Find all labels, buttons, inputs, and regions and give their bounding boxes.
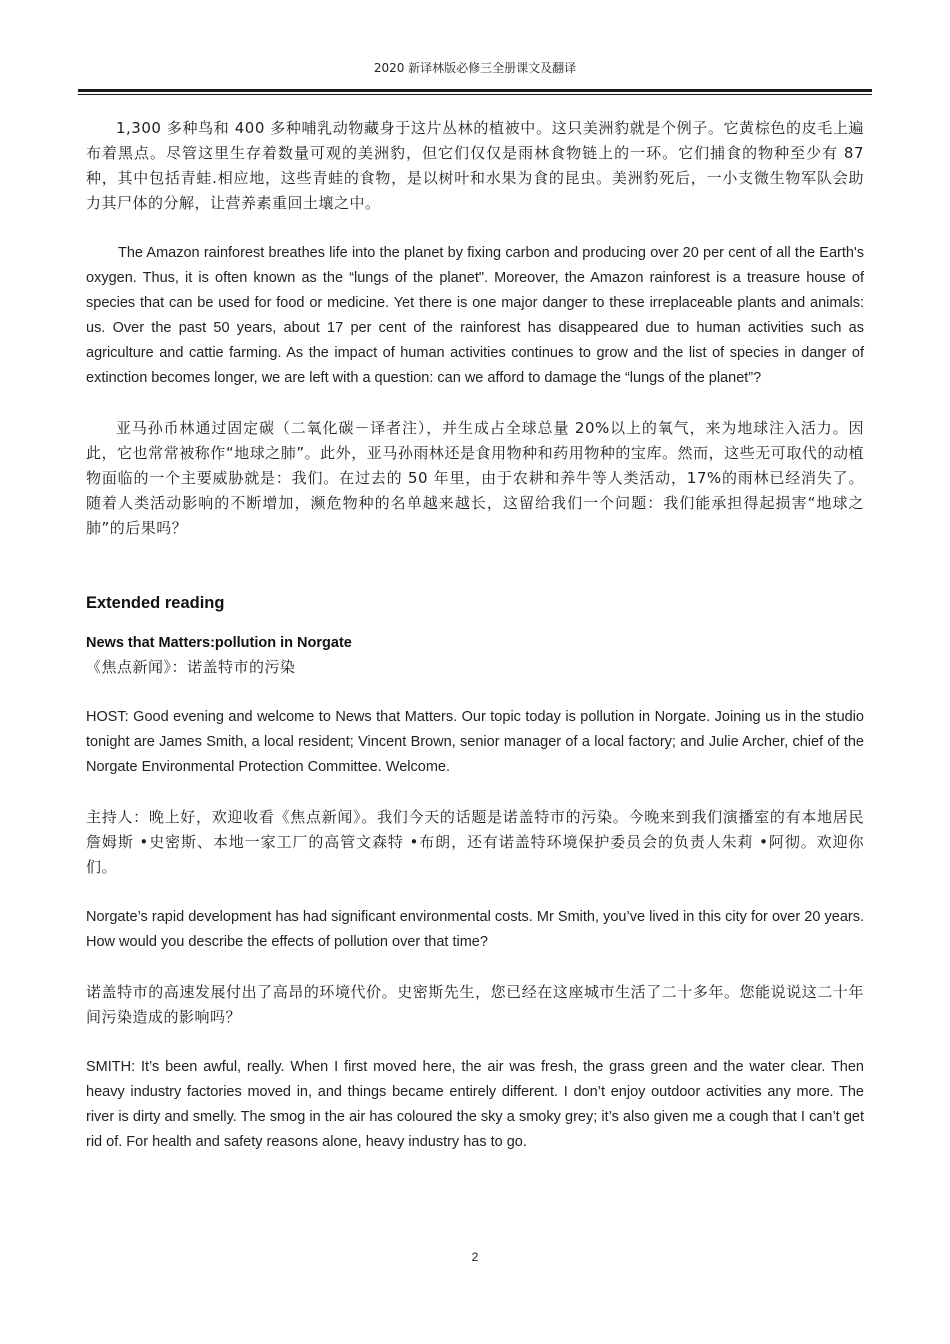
article-title-en: News that Matters:pollution in Norgate: [86, 635, 352, 651]
article-title-zh: 《焦点新闻》：诺盖特市的污染: [86, 658, 296, 676]
dialogue-smith-en-1: SMITH: It’s been awful, really. When I first moved here, the air was fresh, the grass green and the water clear. Then heavy industry factories moved in, and things became entirely different. I don’t enjoy outdoor activities any more. The river is dirty and smelly. The smog in the air has coloured the sky a smoky grey; it’s also given me a cough that I can’t get rid of. For health and safety reasons alone, heavy industry has to go.: [86, 1059, 864, 1150]
paragraph-en-amazon: The Amazon rainforest breathes life into the planet by fixing carbon and producing over 20 per cent of all the Earth's oxygen. Thus, it is often known as the “lungs of the planet". Moreover, the Amazon rainforest is a treasure house of species that can be used for food or medicine. Yet there is one major danger to these irreplaceable plants and animals: us. Over the past 50 years, about 17 per cent of the rainforest has disappeared due to human activities such as agriculture and cattie farming. As the impact of human activities continues to grow and the list of species in danger of extinction becomes longer, we are left with a question: can we afford to damage the “lungs of the planet”?: [86, 245, 864, 386]
dialogue-host-en-2: Norgate’s rapid development has had significant environmental costs. Mr Smith, you’ve lived in this city for over 20 years. How would you describe the effects of pollution over that time?: [86, 909, 864, 950]
page-number: 2: [471, 1250, 479, 1264]
document-body: [86, 116, 864, 1155]
paragraph-zh-amazon: 亚马孙币林通过固定碳（二氧化碳－译者注），并生成占全球总量 20%以上的氧气，来为地球注入活力。因此，它也常常被称作“地球之肺”。此外，亚马孙雨林还是食用物种和药用物种的宝库。然而，这些无可取代的动植物面临的一个主要威胁就是：我们。在过去的 50 年里，由于农耕和养牛等人类活动，17%的雨林已经消失了。随着人类活动影响的不断增加，濒危物种的名单越来越长，这留给我们一个问题：我们能承担得起损害“地球之肺”的后果吗？: [86, 419, 864, 537]
page-header-title: 2020 新译林版必修三全册课文及翻译: [373, 61, 577, 75]
section-heading-extended-reading: Extended reading: [86, 594, 225, 612]
dialogue-host-zh-1: 主持人：晚上好，欢迎收看《焦点新闻》。我们今天的话题是诺盖特市的污染。今晚来到我们演播室的有本地居民詹姆斯 •史密斯、本地一家工厂的高管文森特 •布朗，还有诺盖特环境保护委员会的负责人朱莉 •阿彻。欢迎你们。: [86, 808, 864, 876]
header-rule-thin: [78, 94, 872, 95]
header-rule-thick: [78, 89, 872, 92]
paragraph-zh-jaguar: 1,300 多种鸟和 400 多种哺乳动物藏身于这片丛林的植被中。这只美洲豹就是个例子。它黄棕色的皮毛上遍布着黑点。尽管这里生存着数量可观的美洲豹，但它们仅仅是雨林食物链上的一环。它们捕食的物种至少有 87 种，其中包括青蛙.相应地，这些青蛙的食物，是以树叶和水果为食的昆虫。美洲豹死后，一小支微生物军队会助力其尸体的分解，让营养素重回土壤之中。: [86, 119, 864, 212]
dialogue-host-zh-2: 诺盖特市的高速发展付出了高昂的环境代价。史密斯先生，您已经在这座城市生活了二十多年。您能说说这二十年间污染造成的影响吗？: [86, 983, 864, 1026]
dialogue-host-en-1: HOST: Good evening and welcome to News that Matters. Our topic today is pollution in Norgate. Joining us in the studio tonight are James Smith, a local resident; Vincent Brown, senior manager of a local factory; and Julie Archer, chief of the Norgate Environmental Protection Committee. Welcome.: [86, 709, 864, 775]
